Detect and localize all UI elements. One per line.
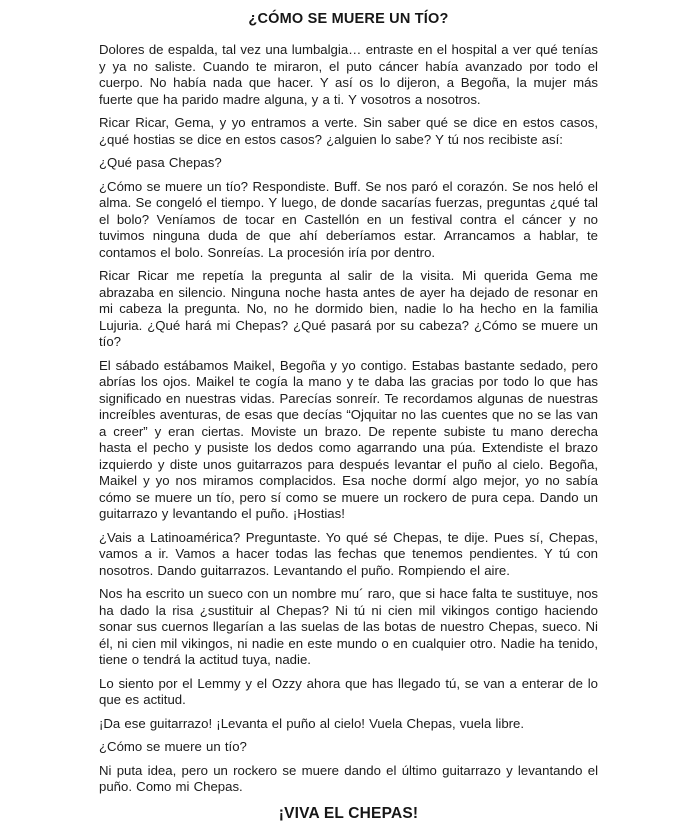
paragraph-11: ¿Cómo se muere un tío? [99, 739, 247, 754]
paragraph-4: ¿Cómo se muere un tío? Respondiste. Buff. Se nos paró el corazón. Se nos heló el alma. Se congeló el tiempo. Y luego, de donde sacarías fuerzas, preguntas ¿qué tal el bolo? Veníamos de tocar en Castellón en un festival contra el cáncer y no tuvimos ninguna duda de que ahí deberíamos estar. Arrancamos a hablar, te contamos el bolo. Sonreías. La procesión iría por dentro. [99, 178, 598, 260]
paragraph-5: Ricar Ricar me repetía la pregunta al salir de la visita. Mi querida Gema me abrazaba en silencio. Ninguna noche hasta antes de ayer ha dejado de resonar en mi cabeza la pregunta. No, no he dormido bien, nadie lo ha hecho en la familia Lujuria. ¿Qué hará mi Chepas? ¿Qué pasará por su cabeza? ¿Cómo se muere un tío? [99, 268, 598, 349]
paragraph-6: El sábado estábamos Maikel, Begoña y yo contigo. Estabas bastante sedado, pero abrías los ojos. Maikel te cogía la mano y te daba las gracias por todo lo que has significado en nuestras vidas. Parecías sonreír. Te recordamos algunas de nuestras increíbles aventuras, de esas que decías “Ojquitar no las cuentes que no se las van a creer” y eran ciertas. Moviste un brazo. De repente subiste tu mano derecha hasta el pecho y pusiste los dedos como agarrando una púa. Extendiste el brazo izquierdo y diste unos guitarrazos para después levantar el puño al cielo. Begoña, Maikel y yo nos miramos complacidos. Esa noche dormí algo mejor, yo no sabía cómo se muere un tío, pero sí como se muere un rockero de pura cepa. Dando un guitarrazo y levantando el puño. ¡Hostias! [99, 357, 598, 521]
document-title: ¿CÓMO SE MUERE UN TÍO? [248, 11, 449, 27]
closing-line: ¡VIVA EL CHEPAS! [278, 804, 419, 822]
paragraph-9: Lo siento por el Lemmy y el Ozzy ahora que has llegado tú, se van a enterar de lo que es actitud. [99, 675, 598, 707]
paragraph-12: Ni puta idea, pero un rockero se muere dando el último guitarrazo y levantando el puño. Como mi Chepas. [99, 762, 598, 794]
paragraph-10: ¡Da ese guitarrazo! ¡Levanta el puño al cielo! Vuela Chepas, vuela libre. [99, 715, 525, 731]
paragraph-2: Ricar Ricar, Gema, y yo entramos a verte. Sin saber qué se dice en estos casos, ¿qué hostias se dice en estos casos? ¿alguien lo sabe? Y tú nos recibiste así: [99, 115, 598, 147]
paragraph-1: Dolores de espalda, tal vez una lumbalgia… entraste en el hospital a ver qué tenías y ya no saliste. Cuando te miraron, el puto cáncer había avanzado por todo el cuerpo. No había nada que hacer. Y así os lo dijeron, a Begoña, la mujer más fuerte que ha parido madre alguna, y a ti. Y vosotros a nosotros. [99, 42, 598, 107]
paragraph-7: ¿Vais a Latinoamérica? Preguntaste. Yo qué sé Chepas, te dije. Pues sí, Chepas, vamos a ir. Vamos a hacer todas las fechas que tenemos pendientes. Y tú con nosotros. Dando guitarrazos. Levantando el puño. Rompiendo el aire. [99, 529, 598, 578]
paragraph-8: Nos ha escrito un sueco con un nombre mu´ raro, que si hace falta te sustituye, nos ha dado la risa ¿sustituir al Chepas? Ni tú ni cien mil vikingos contigo haciendo sonar sus cuernos llegarían a las suelas de las botas de nuestro Chepas, sueco. Ni él, ni cien mil vikingos, ni nadie en este mundo o en cualquier otro. Nadie ha tenido, tiene o tendrá la actitud tuya, nadie. [99, 586, 598, 667]
document-body [99, 42, 598, 796]
paragraph-3: ¿Qué pasa Chepas? [99, 155, 222, 170]
